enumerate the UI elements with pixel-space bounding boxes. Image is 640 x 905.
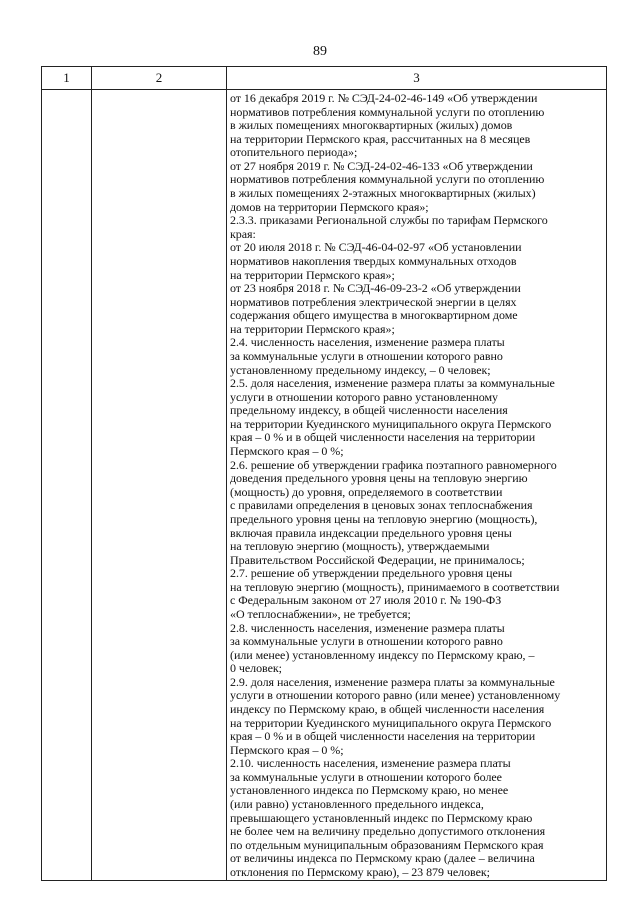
text-line: от 23 ноября 2018 г. № СЭД-46-09-23-2 «Об утверждении (230, 281, 521, 296)
text-line: в жилых помещениях многоквартирных (жилых) домов (230, 118, 513, 133)
text-line: от 27 ноября 2019 г. № СЭД-24-02-46-133 «Об утверждении (230, 158, 533, 173)
column-3-cell (227, 90, 607, 881)
text-line: установленного индекса по Пермскому краю, но менее (230, 783, 509, 798)
text-line: края – 0 % и в общей численности населения на территории (230, 430, 536, 445)
text-line: 2.10. численность населения, изменение размера платы (230, 756, 511, 771)
text-line: по отдельным муниципальным образованиям Пермского края (230, 837, 544, 852)
column-1-cell (42, 90, 92, 881)
text-line: за коммунальные услуги в отношении которого равно (230, 348, 503, 363)
body-text (230, 92, 606, 880)
text-line: 2.8. численность населения, изменение размера платы (230, 620, 505, 635)
text-line: края – 0 % и в общей численности населения на территории (230, 729, 536, 744)
text-line: на тепловую энергию (мощность), утверждаемыми (230, 539, 490, 554)
text-line: отклонения по Пермскому краю), – 23 879 человек; (230, 864, 490, 879)
text-line: Пермского края – 0 %; (230, 742, 344, 757)
table-header-row (42, 67, 607, 90)
text-line: края: (230, 226, 256, 241)
text-line: 0 человек; (230, 661, 282, 676)
text-line: с правилами определения в ценовых зонах теплоснабжения (230, 498, 533, 513)
text-line: от 20 июля 2018 г. № СЭД-46-04-02-97 «Об установлении (230, 240, 522, 255)
text-line: услуги в отношении которого равно (или менее) установленному (230, 688, 561, 703)
text-line: нормативов потребления коммунальной услуги по отоплению (230, 172, 545, 187)
document-table (41, 66, 607, 881)
text-line: 2.6. решение об утверждении графика поэтапного равномерного (230, 457, 557, 472)
text-line: за коммунальные услуги в отношении которого равно (230, 634, 503, 649)
text-line: услуги в отношении которого равно установленному (230, 389, 498, 404)
text-line: содержания общего имущества в многоквартирном доме (230, 308, 518, 323)
text-line: от 16 декабря 2019 г. № СЭД-24-02-46-149 «Об утверждении (230, 91, 538, 105)
table-body-row (42, 90, 607, 881)
text-line: 2.7. решение об утверждении предельного уровня цены (230, 566, 513, 581)
column-2-cell (92, 90, 227, 881)
text-line: предельного уровня цены на тепловую энергию (мощность), (230, 511, 538, 526)
text-line: включая правила индексации предельного уровня цены (230, 525, 512, 540)
text-line: (или менее) установленному индексу по Пермскому краю, – (230, 647, 535, 662)
text-line: «О теплоснабжении», не требуется; (230, 606, 411, 621)
column-header-3: 3 (227, 67, 607, 90)
text-line: нормативов потребления электрической энергии в целях (230, 294, 517, 309)
page-number: 89 (313, 44, 327, 59)
text-line: на территории Куединского муниципального округа Пермского (230, 715, 552, 730)
text-line: Пермского края – 0 %; (230, 444, 344, 459)
text-line: за коммунальные услуги в отношении которого более (230, 769, 502, 784)
text-line: на территории Пермского края, рассчитанных на 8 месяцев (230, 131, 531, 146)
text-line: установленному предельному индексу, – 0 человек; (230, 362, 491, 377)
text-line: не более чем на величину предельно допустимого отклонения (230, 824, 546, 839)
text-line: (или равно) установленного предельного индекса, (230, 797, 484, 812)
text-line: домов на территории Пермского края»; (230, 199, 429, 214)
text-line: с Федеральным законом от 27 июля 2010 г. № 190-ФЗ (230, 593, 502, 608)
text-line: 2.5. доля населения, изменение размера платы за коммунальные (230, 376, 555, 391)
text-line: на территории Пермского края»; (230, 321, 395, 336)
text-line: отопительного периода»; (230, 145, 358, 160)
text-line: на тепловую энергию (мощность), принимаемого в соответствии (230, 579, 560, 594)
text-line: индексу по Пермскому краю, в общей численности населения (230, 702, 545, 717)
text-line: на территории Пермского края»; (230, 267, 395, 282)
text-line: в жилых помещениях 2-этажных многоквартирных (жилых) (230, 186, 536, 201)
text-line: превышающего установленный индекс по Пермскому краю (230, 810, 533, 825)
text-line: нормативов потребления коммунальной услуги по отоплению (230, 104, 545, 119)
text-line: (мощность) до уровня, определяемого в соответствии (230, 484, 503, 499)
text-line: предельному индексу, в общей численности населения (230, 403, 508, 418)
text-line: от величины индекса по Пермскому краю (далее – величина (230, 851, 535, 866)
text-line: 2.9. доля населения, изменение размера платы за коммунальные (230, 674, 555, 689)
text-line: 2.3.3. приказами Региональной службы по тарифам Пермского (230, 213, 548, 228)
text-line: доведения предельного уровня цены на тепловую энергию (230, 471, 528, 486)
text-line: 2.4. численность населения, изменение размера платы (230, 335, 505, 350)
column-header-2: 2 (92, 67, 227, 90)
column-header-1: 1 (42, 67, 92, 90)
text-line: на территории Куединского муниципального округа Пермского (230, 416, 552, 431)
text-line: Правительством Российской Федерации, не принималось; (230, 552, 525, 567)
text-line: нормативов накопления твердых коммунальных отходов (230, 253, 517, 268)
